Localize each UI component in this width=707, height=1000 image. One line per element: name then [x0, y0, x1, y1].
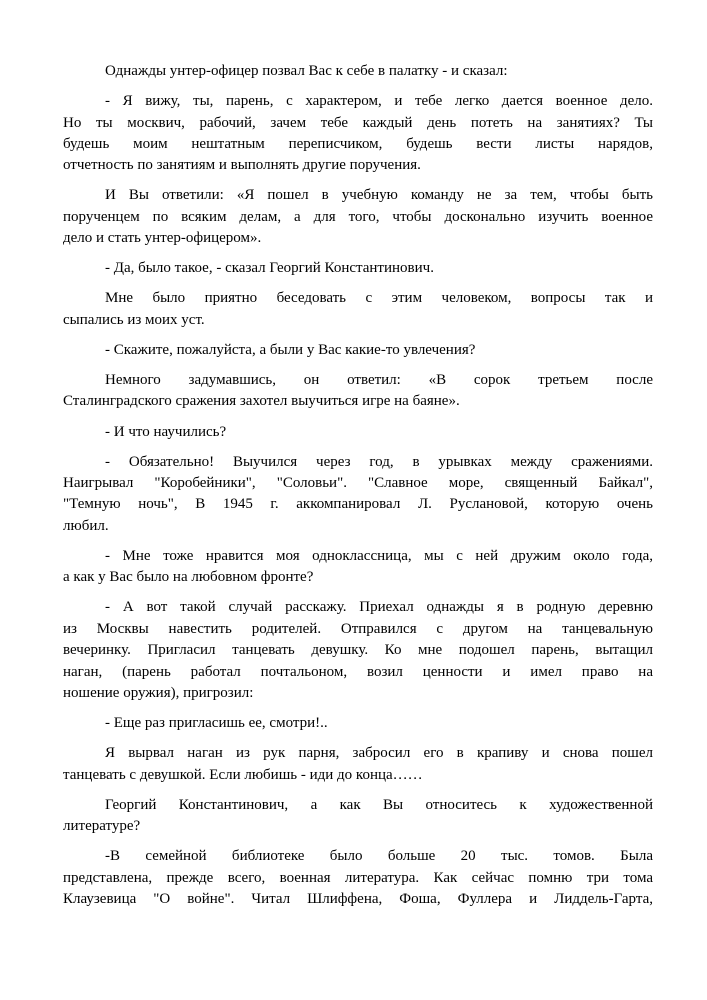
text-line: Однажды унтер-офицер позвал Вас к себе в палатку - и сказал: — [105, 63, 508, 79]
text-line: а как у Вас было на любовном фронте? — [63, 569, 314, 586]
text-line: вечеринку. Пригласил танцевать девушку. Ко мне подошел парень, вытащил — [63, 642, 653, 659]
text-line: Немного задумавшись, он ответил: «В сорок третьем после — [105, 372, 653, 388]
text-line: - А вот такой случай расскажу. Приехал однажды я в родную деревню — [105, 599, 653, 616]
paragraph — [63, 258, 653, 279]
text-line: "Темную ночь", В 1945 г. аккомпанировал Л. Руслановой, которую очень — [63, 496, 653, 513]
paragraph — [63, 546, 653, 589]
text-line: Наигрывал "Коробейники", "Соловьи". "Славное море, священный Байкал", — [63, 475, 653, 491]
text-line: - Обязательно! Выучился через год, в урывках между сражениями. — [105, 453, 653, 470]
text-line: будешь моим нештатным переписчиком, будешь вести листы нарядов, — [63, 135, 653, 152]
text-line: - Мне тоже нравится моя одноклассница, мы с ней дружим около года, — [105, 547, 653, 564]
paragraph — [63, 91, 653, 177]
text-line: из Москвы навестить родителей. Отправился с другом на танцевальную — [63, 620, 653, 637]
text-line: дело и стать унтер-офицером». — [63, 230, 262, 247]
text-line: любил. — [63, 517, 109, 534]
text-line: ношение оружия), пригрозил: — [63, 685, 254, 702]
paragraph — [63, 61, 653, 82]
paragraph — [63, 597, 653, 704]
text-line: Мне было приятно беседовать с этим человеком, вопросы так и — [105, 290, 653, 307]
text-line: И Вы ответили: «Я пошел в учебную команду не за тем, чтобы быть — [105, 187, 653, 204]
paragraph — [63, 846, 653, 910]
paragraph — [63, 452, 653, 538]
paragraph — [63, 340, 653, 361]
paragraph — [63, 185, 653, 249]
paragraph — [63, 743, 653, 786]
text-line: Клаузевица "О войне". Читал Шлиффена, Фоша, Фуллера и Лиддель-Гарта, — [63, 891, 653, 908]
text-line: Сталинградского сражения захотел выучиться игре на баяне». — [63, 393, 460, 410]
text-line: - Скажите, пожалуйста, а были у Вас какие-то увлечения? — [105, 341, 476, 358]
text-line: Но ты москвич, рабочий, зачем тебе каждый день потеть на занятиях? Ты — [63, 114, 653, 131]
text-line: представлена, прежде всего, военная литература. Как сейчас помню три тома — [63, 869, 653, 886]
text-line: - Да, было такое, - сказал Георгий Константинович. — [105, 260, 434, 277]
text-line: Я вырвал наган из рук парня, забросил его в крапиву и снова пошел — [105, 745, 653, 762]
paragraph — [63, 370, 653, 413]
paragraph — [63, 795, 653, 838]
text-line: порученцем по всяким делам, а для того, чтобы досконально изучить военное — [63, 208, 653, 225]
text-line: танцевать с девушкой. Если любишь - иди до конца…… — [63, 766, 423, 783]
paragraph — [63, 713, 653, 734]
text-line: Георгий Константинович, а как Вы относитесь к художественной — [105, 796, 653, 813]
text-line: - Еще раз пригласишь ее, смотри!.. — [105, 715, 328, 732]
text-line: сыпались из моих уст. — [63, 311, 205, 328]
document-text — [63, 61, 653, 919]
paragraph — [63, 422, 653, 443]
text-line: отчетность по занятиям и выполнять другие поручения. — [63, 157, 421, 174]
paragraph — [63, 288, 653, 331]
text-line: наган, (парень работал почтальоном, возил ценности и имел право на — [63, 663, 653, 680]
text-line: -В семейной библиотеке было больше 20 тыс. томов. Была — [105, 848, 653, 865]
text-line: - Я вижу, ты, парень, с характером, и тебе легко дается военное дело. — [105, 93, 653, 110]
text-line: - И что научились? — [105, 423, 227, 440]
text-line: литературе? — [63, 818, 141, 835]
